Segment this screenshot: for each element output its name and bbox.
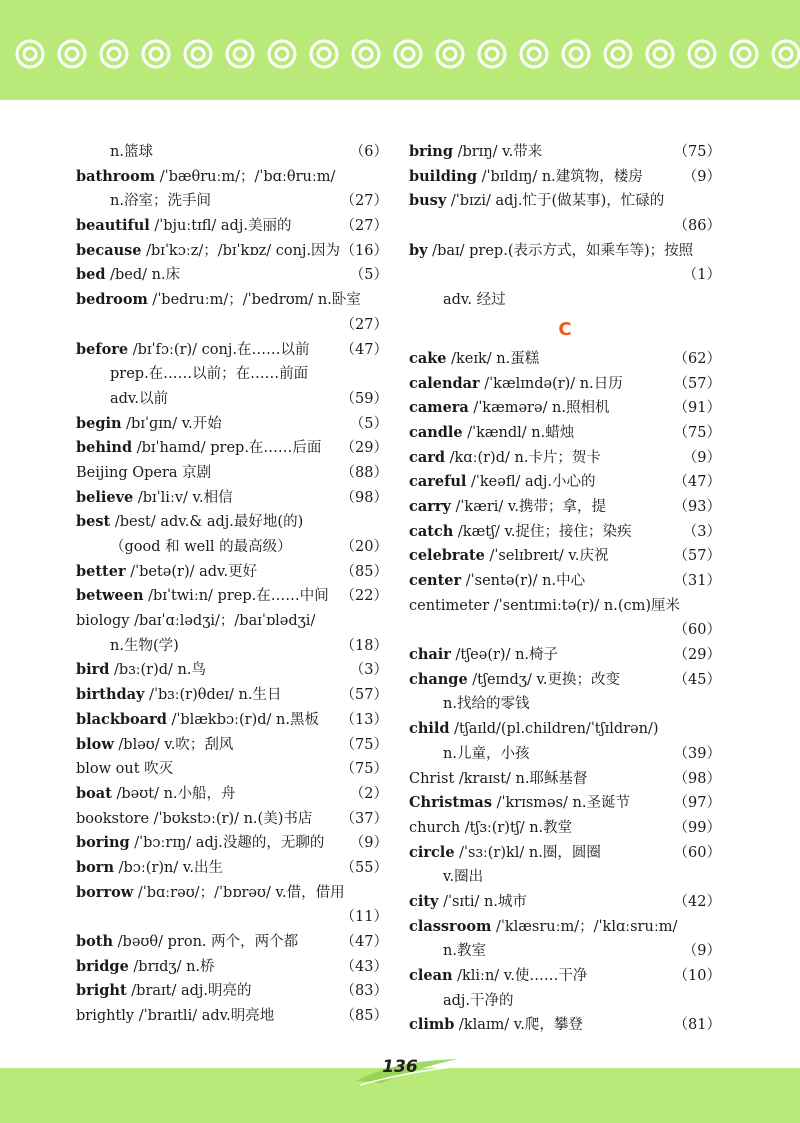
page-reference: （13） bbox=[340, 711, 388, 728]
page-reference: （3） bbox=[682, 523, 721, 540]
glossary-entry bbox=[76, 338, 388, 363]
headword: birthday bbox=[76, 686, 145, 704]
headword: bedroom bbox=[76, 291, 148, 309]
page-reference: （88） bbox=[340, 464, 388, 481]
page-reference: （97） bbox=[673, 795, 721, 812]
glossary-entry bbox=[409, 767, 721, 792]
glossary-entry bbox=[76, 436, 388, 461]
entry-definition: n.浴室；洗手间 bbox=[110, 193, 211, 210]
entry-definition: Beijing Opera 京剧 bbox=[76, 464, 212, 481]
page-reference: （45） bbox=[673, 671, 721, 688]
page-reference: （85） bbox=[340, 563, 388, 580]
glossary-entry bbox=[409, 890, 721, 915]
glossary-entry bbox=[409, 569, 721, 594]
glossary-entry bbox=[409, 915, 721, 940]
glossary-entry bbox=[76, 584, 388, 609]
headword: bed bbox=[76, 266, 106, 284]
entry-definition: /klaɪm/ v.爬，攀登 bbox=[454, 1017, 583, 1034]
page-reference: （39） bbox=[673, 745, 721, 762]
entry-definition: /kɑː(r)d/ n.卡片；贺卡 bbox=[445, 449, 601, 466]
entry-definition: /bləʊ/ v.吹；刮风 bbox=[113, 736, 234, 753]
page-reference: （43） bbox=[340, 958, 388, 975]
entry-definition: /keɪk/ n.蛋糕 bbox=[446, 350, 540, 367]
entry-definition: /ˈblækbɔː(r)d/ n.黑板 bbox=[166, 711, 319, 728]
entry-definition: /ˈbetə(r)/ adv.更好 bbox=[125, 563, 258, 580]
headword: between bbox=[76, 587, 144, 605]
entry-definition: /ˈbæθruːm/；/ˈbɑːθruːm/ bbox=[155, 168, 336, 185]
glossary-entry bbox=[409, 396, 721, 421]
entry-definition: /brɪdʒ/ n.桥 bbox=[128, 958, 215, 975]
headword: borrow bbox=[76, 883, 134, 901]
page-reference: （75） bbox=[340, 736, 388, 753]
page-reference: （29） bbox=[340, 440, 388, 457]
headword: cake bbox=[409, 349, 447, 367]
page-reference: （86） bbox=[673, 218, 721, 235]
entry-definition: adv.以前 bbox=[110, 390, 169, 407]
glossary-entry bbox=[409, 470, 721, 495]
page-reference: （5） bbox=[349, 415, 388, 432]
glossary-entry bbox=[409, 214, 721, 239]
entry-definition: /ˈbɪzi/ adj.忙于(做某事)，忙碌的 bbox=[446, 193, 665, 210]
glossary-entry bbox=[76, 782, 388, 807]
entry-definition: /ˈbedruːm/；/ˈbedrʊm/ n.卧室 bbox=[147, 292, 361, 309]
headword: begin bbox=[76, 414, 122, 432]
glossary-entry bbox=[76, 930, 388, 955]
glossary-entry bbox=[409, 140, 721, 165]
entry-definition: /ˈklæsruːm/；/ˈklɑːsruːm/ bbox=[491, 918, 678, 935]
headword: both bbox=[76, 933, 114, 950]
page-reference: （9） bbox=[682, 449, 721, 466]
page-reference: （85） bbox=[340, 1008, 388, 1025]
glossary-entry bbox=[76, 461, 388, 486]
headword: calendar bbox=[409, 374, 480, 392]
entry-definition: /bɔː(r)n/ v.出生 bbox=[114, 859, 223, 876]
entry-definition: /bɪˈfɔː(r)/ conj.在……以前 bbox=[128, 341, 310, 358]
entry-definition: Christ /kraɪst/ n.耶稣基督 bbox=[409, 770, 588, 787]
page-reference: （99） bbox=[673, 819, 721, 836]
page-reference: （37） bbox=[340, 810, 388, 827]
headword: boring bbox=[76, 834, 130, 852]
entry-definition: /tʃeə(r)/ n.椅子 bbox=[450, 647, 559, 664]
glossary-entry bbox=[76, 807, 388, 832]
glossary-entry bbox=[76, 708, 388, 733]
page-reference: （75） bbox=[340, 761, 388, 778]
glossary-entry bbox=[76, 831, 388, 856]
page-reference: （9） bbox=[682, 943, 721, 960]
entry-definition: n.教室 bbox=[443, 943, 486, 960]
glossary-entry bbox=[76, 634, 388, 659]
page-reference: （3） bbox=[349, 662, 388, 679]
glossary-entry bbox=[409, 717, 721, 742]
section-letter: C bbox=[558, 318, 572, 340]
entry-definition: bookstore /ˈbʊkstɔː(r)/ n.(美)书店 bbox=[76, 810, 313, 827]
headword: city bbox=[409, 892, 439, 910]
page-reference: （6） bbox=[349, 144, 388, 160]
glossary-entry bbox=[409, 939, 721, 964]
page-reference: （22） bbox=[340, 588, 388, 605]
glossary-entry bbox=[409, 643, 721, 668]
entry-definition: /ˈbɔːrɪŋ/ adj.没趣的，无聊的 bbox=[129, 835, 325, 852]
page-reference: （29） bbox=[673, 647, 721, 664]
headword: better bbox=[76, 562, 126, 580]
entry-definition: centimeter /ˈsentɪmiːtə(r)/ n.(cm)厘米 bbox=[409, 597, 681, 614]
headword: camera bbox=[409, 399, 469, 417]
entry-definition: /ˈkrɪsməs/ n.圣诞节 bbox=[492, 795, 630, 812]
glossary-entry bbox=[409, 288, 721, 313]
headword: bird bbox=[76, 661, 110, 679]
headword: card bbox=[409, 448, 446, 466]
entry-definition: /tʃaɪld/(pl.children/ˈtʃɪldrən/) bbox=[449, 721, 659, 738]
headword: change bbox=[409, 670, 468, 688]
glossary-entry bbox=[76, 683, 388, 708]
headword: busy bbox=[409, 192, 447, 210]
page-reference: （16） bbox=[340, 242, 388, 259]
entry-definition: /braɪt/ adj.明亮的 bbox=[126, 983, 252, 1000]
entry-definition: /bɪˈkɔːz/；/bɪˈkɒz/ conj.因为 bbox=[141, 242, 341, 259]
headword: Christmas bbox=[409, 794, 492, 812]
entry-definition: biology /baɪˈɑːlədʒi/；/baɪˈɒlədʒi/ bbox=[76, 613, 316, 630]
glossary-entry bbox=[76, 881, 388, 906]
page-reference: （18） bbox=[340, 637, 388, 654]
headword: because bbox=[76, 241, 142, 259]
page-reference: （75） bbox=[673, 144, 721, 160]
entry-definition: brightly /ˈbraɪtli/ adv.明亮地 bbox=[76, 1008, 275, 1025]
glossary-entry bbox=[409, 165, 721, 190]
entry-definition: v.圈出 bbox=[443, 869, 484, 886]
entry-definition: /kætʃ/ v.捉住；接住；染疾 bbox=[453, 523, 632, 540]
page-number: 136 bbox=[382, 1057, 418, 1077]
glossary-entry bbox=[76, 189, 388, 214]
entry-definition: /ˈbɑːrəʊ/；/ˈbɒrəʊ/ v.借，借用 bbox=[133, 884, 345, 901]
headword: best bbox=[76, 513, 111, 531]
headword: bright bbox=[76, 982, 127, 1000]
entry-definition: adj.干净的 bbox=[443, 992, 514, 1009]
page-reference: （20） bbox=[340, 539, 388, 555]
page-reference: （83） bbox=[340, 983, 388, 1000]
entry-definition: （good 和 well 的最高级） bbox=[110, 539, 292, 555]
entry-definition: n.找给的零钱 bbox=[443, 696, 530, 713]
page-reference: （47） bbox=[673, 474, 721, 491]
entry-definition: /bəʊt/ n.小船，舟 bbox=[111, 785, 236, 802]
entry-definition: /ˈkæri/ v.携带；拿，提 bbox=[450, 498, 606, 515]
glossary-entry bbox=[409, 841, 721, 866]
glossary-entry bbox=[409, 1013, 721, 1038]
glossary-entry bbox=[76, 658, 388, 683]
glossary-entry bbox=[76, 535, 388, 560]
headword: clean bbox=[409, 967, 453, 984]
glossary-entry bbox=[76, 1004, 388, 1029]
headword: behind bbox=[76, 439, 133, 457]
page-reference: （55） bbox=[340, 859, 388, 876]
entry-definition: /ˈkæmərə/ n.照相机 bbox=[468, 400, 610, 417]
entry-definition: n.篮球 bbox=[110, 144, 153, 160]
headword: chair bbox=[409, 646, 451, 664]
entry-definition: /ˈbjuːtɪfl/ adj.美丽的 bbox=[149, 218, 292, 235]
glossary-entry bbox=[409, 692, 721, 717]
glossary-entry bbox=[76, 140, 388, 165]
glossary-entry bbox=[76, 955, 388, 980]
entry-definition: blow out 吹灭 bbox=[76, 761, 174, 778]
page-reference: （27） bbox=[340, 218, 388, 235]
glossary-entry bbox=[76, 263, 388, 288]
glossary-entry bbox=[409, 421, 721, 446]
entry-definition: /ˈsɜː(r)kl/ n.圈，圆圈 bbox=[454, 844, 601, 861]
entry-definition: /ˈbɪldɪŋ/ n.建筑物，楼房 bbox=[477, 168, 643, 185]
glossary-entry bbox=[76, 979, 388, 1004]
glossary-entry bbox=[409, 742, 721, 767]
glossary-entry bbox=[409, 520, 721, 545]
page-reference: （47） bbox=[340, 341, 388, 358]
headword: building bbox=[409, 167, 478, 185]
ring-decoration bbox=[0, 34, 800, 74]
page-reference: （57） bbox=[673, 375, 721, 392]
glossary-right-column bbox=[409, 140, 721, 1038]
entry-definition: adv. 经过 bbox=[443, 292, 506, 309]
headword: celebrate bbox=[409, 547, 485, 565]
headword: candle bbox=[409, 423, 463, 441]
entry-definition: /baɪ/ prep.(表示方式，如乘车等)；按照 bbox=[427, 242, 694, 259]
page-reference: （42） bbox=[673, 893, 721, 910]
headword: circle bbox=[409, 843, 455, 861]
page-reference: （81） bbox=[673, 1017, 721, 1034]
page-reference: （91） bbox=[673, 400, 721, 417]
entry-definition: /ˈkændl/ n.蜡烛 bbox=[462, 424, 575, 441]
glossary-entry bbox=[409, 668, 721, 693]
headword: climb bbox=[409, 1016, 455, 1034]
glossary-entry bbox=[409, 964, 721, 989]
glossary-entry bbox=[76, 412, 388, 437]
headword: bathroom bbox=[76, 167, 156, 185]
glossary-entry bbox=[76, 362, 388, 387]
headword: catch bbox=[409, 522, 454, 540]
entry-definition: /tʃeɪndʒ/ v.更换；改变 bbox=[467, 671, 621, 688]
page-reference: （27） bbox=[340, 316, 388, 333]
page-reference: （59） bbox=[340, 390, 388, 407]
entry-definition: /bɪˈɡɪn/ v.开始 bbox=[121, 415, 222, 432]
header-band bbox=[0, 0, 800, 100]
headword: child bbox=[409, 720, 450, 738]
glossary-entry bbox=[76, 905, 388, 930]
headword: classroom bbox=[409, 917, 492, 935]
headword: by bbox=[409, 241, 428, 259]
glossary-entry bbox=[409, 347, 721, 372]
headword: bridge bbox=[76, 957, 129, 975]
glossary-entry bbox=[76, 288, 388, 313]
page-reference: （9） bbox=[682, 168, 721, 185]
headword: believe bbox=[76, 488, 134, 506]
glossary-entry bbox=[409, 495, 721, 520]
glossary-entry bbox=[76, 486, 388, 511]
glossary-entry bbox=[76, 313, 388, 338]
glossary-entry bbox=[409, 263, 721, 288]
page-reference: （1） bbox=[682, 267, 721, 284]
entry-definition: /best/ adv.& adj.最好地(的) bbox=[110, 514, 304, 531]
page-reference: （62） bbox=[673, 350, 721, 367]
glossary-entry bbox=[409, 816, 721, 841]
headword: born bbox=[76, 858, 114, 876]
headword: boat bbox=[76, 784, 112, 802]
glossary-entry bbox=[409, 372, 721, 397]
page-reference: （57） bbox=[673, 548, 721, 565]
page-reference: （31） bbox=[673, 573, 721, 589]
glossary-entry bbox=[409, 618, 721, 643]
entry-definition: /kliːn/ v.使……干净 bbox=[452, 968, 588, 984]
headword: carry bbox=[409, 497, 451, 515]
entry-definition: church /tʃɜː(r)tʃ/ n.教堂 bbox=[409, 819, 573, 836]
glossary-entry bbox=[76, 510, 388, 535]
page-reference: （93） bbox=[673, 498, 721, 515]
page-reference: （5） bbox=[349, 267, 388, 284]
headword: beautiful bbox=[76, 217, 150, 235]
glossary-entry bbox=[409, 189, 721, 214]
page-reference: （11） bbox=[340, 909, 388, 926]
page-reference: （60） bbox=[673, 622, 721, 639]
entry-definition: /ˈkeəfl/ adj.小心的 bbox=[466, 474, 596, 491]
page-reference: （98） bbox=[673, 770, 721, 787]
glossary-entry bbox=[409, 446, 721, 471]
glossary-entry bbox=[409, 594, 721, 619]
entry-definition: /bɪˈhaɪnd/ prep.在……后面 bbox=[132, 440, 322, 457]
entry-definition: /ˈselɪbreɪt/ v.庆祝 bbox=[484, 548, 609, 565]
entry-definition: /bəʊθ/ pron. 两个，两个都 bbox=[113, 934, 299, 950]
glossary-entry bbox=[409, 865, 721, 890]
entry-definition: /bɪˈliːv/ v.相信 bbox=[133, 489, 233, 506]
headword: careful bbox=[409, 473, 467, 491]
glossary-entry bbox=[409, 989, 721, 1014]
headword: center bbox=[409, 572, 462, 589]
entry-definition: n.儿童，小孩 bbox=[443, 745, 530, 762]
glossary-entry bbox=[76, 214, 388, 239]
entry-definition: /bɜː(r)d/ n.鸟 bbox=[109, 662, 206, 679]
entry-definition: /ˈbɜː(r)θdeɪ/ n.生日 bbox=[144, 687, 282, 704]
glossary-left-column bbox=[76, 140, 388, 1029]
glossary-entry bbox=[76, 757, 388, 782]
entry-definition: /ˈkælɪndə(r)/ n.日历 bbox=[479, 375, 623, 392]
page-reference: （57） bbox=[340, 687, 388, 704]
glossary-entry bbox=[409, 791, 721, 816]
entry-definition: n.生物(学) bbox=[110, 637, 179, 654]
glossary-entry bbox=[76, 560, 388, 585]
page-reference: （47） bbox=[340, 934, 388, 950]
page-reference: （27） bbox=[340, 193, 388, 210]
entry-definition: /bɪˈtwiːn/ prep.在……中间 bbox=[143, 588, 329, 605]
glossary-entry bbox=[76, 856, 388, 881]
glossary-entry bbox=[76, 609, 388, 634]
entry-definition: /ˈsentə(r)/ n.中心 bbox=[461, 573, 586, 589]
headword: blackboard bbox=[76, 710, 167, 728]
glossary-entry bbox=[76, 387, 388, 412]
headword: blow bbox=[76, 735, 114, 753]
page-reference: （60） bbox=[673, 844, 721, 861]
glossary-entry bbox=[76, 733, 388, 758]
page-reference: （75） bbox=[673, 424, 721, 441]
entry-definition: prep.在……以前；在……前面 bbox=[110, 366, 309, 383]
glossary-entry bbox=[76, 239, 388, 264]
page-reference: （2） bbox=[349, 785, 388, 802]
page-reference: （9） bbox=[349, 835, 388, 852]
glossary-entry bbox=[76, 165, 388, 190]
entry-definition: /brɪŋ/ v.带来 bbox=[452, 144, 543, 160]
page-number-badge bbox=[352, 1055, 462, 1087]
page-reference: （10） bbox=[673, 968, 721, 984]
headword: before bbox=[76, 340, 129, 358]
entry-definition: /ˈsɪti/ n.城市 bbox=[438, 893, 527, 910]
headword: bring bbox=[409, 143, 453, 160]
entry-definition: /bed/ n.床 bbox=[105, 267, 181, 284]
glossary-entry bbox=[409, 239, 721, 264]
page-reference: （98） bbox=[340, 489, 388, 506]
glossary-entry bbox=[409, 544, 721, 569]
